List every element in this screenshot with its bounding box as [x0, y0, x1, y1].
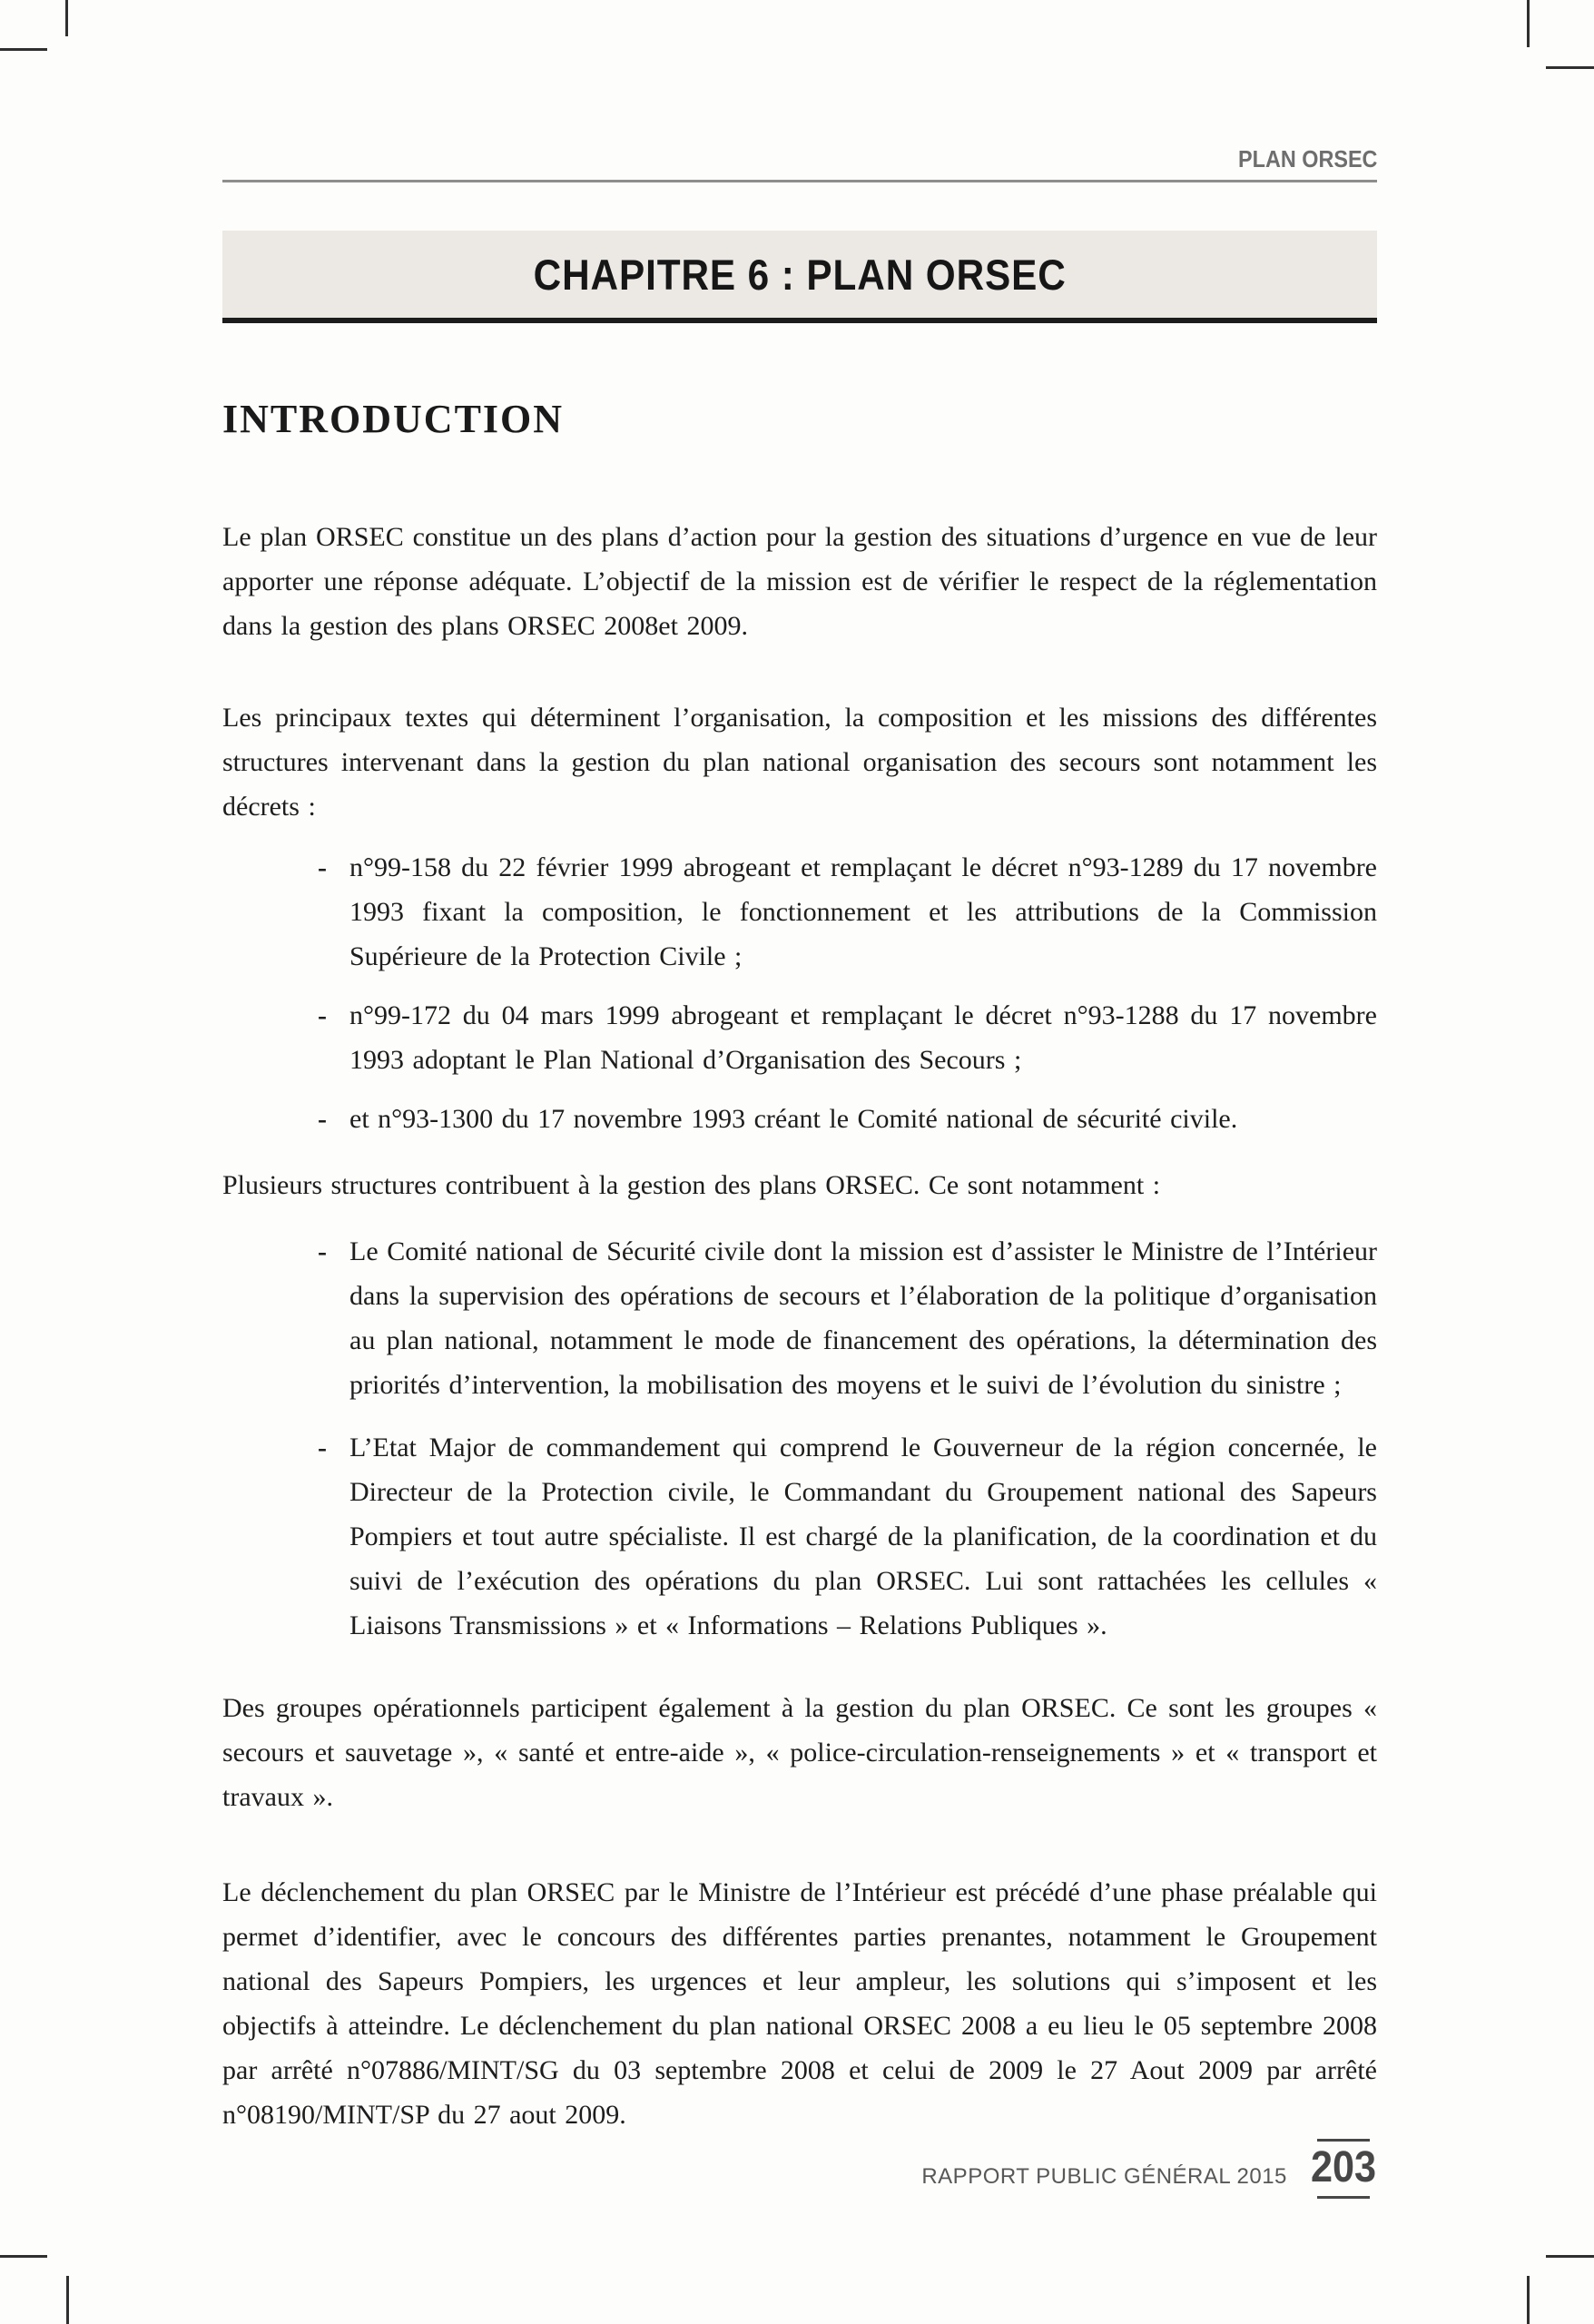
paragraph-groups: Des groupes opérationnels participent également à la gestion du plan ORSEC. Ce sont les groupes « secours et sauvetage », « santé et entre-aide », « police-circulation-renseignements » et « transport et travaux ».: [222, 1693, 1377, 1812]
paragraph-structures-intro: Plusieurs structures contribuent à la gestion des plans ORSEC. Ce sont notamment :: [222, 1170, 1161, 1200]
crop-mark-bottom-left-vertical: [66, 2276, 69, 2324]
structure-text: L’Etat Major de commandement qui comprend le Gouverneur de la région concernée, le Directeur de la Protection civile, le Commandant du Groupement national des Sapeurs Pompiers et tout autre spécialiste. Il est chargé de la planification, de la coordination et du suivi de l’exécution des opérations du plan ORSEC. Lui sont rattachées les cellules « Liaisons Transmissions » et « Informations – Relations Publiques ».: [349, 1433, 1377, 1640]
list-item: [222, 1425, 1377, 1648]
structure-text: Le Comité national de Sécurité civile dont la mission est d’assister le Ministre de l’Intérieur dans la supervision des opérations de secours et l’élaboration de la politique d’organisation au plan national, notamment le mode de financement des opérations, la détermination des priorités d’intervention, la mobilisation des moyens et le suivi de l’évolution du sinistre ;: [349, 1236, 1377, 1400]
paragraph-declenchement: Le déclenchement du plan ORSEC par le Ministre de l’Intérieur est précédé d’une phase préalable qui permet d’identifier, avec le concours des différentes parties prenantes, notamment le Groupement national des Sapeurs Pompiers, les urgences et leur ampleur, les solutions qui s’imposent et les objectifs à atteindre. Le déclenchement du plan national ORSEC 2008 a eu lieu le 05 septembre 2008 par arrêté n°07886/MINT/SG du 03 septembre 2008 et celui de 2009 le 27 Aout 2009 par arrêté n°08190/MINT/SP du 27 aout 2009.: [222, 1877, 1377, 2130]
chapter-title: CHAPITRE 6 : PLAN ORSEC: [533, 250, 1067, 299]
page-number: 203: [1310, 2143, 1376, 2191]
page-number-bottom-rule: [1317, 2196, 1370, 2199]
dash-marker: -: [318, 1104, 327, 1134]
running-header-text: PLAN ORSEC: [1237, 145, 1377, 172]
section-heading: INTRODUCTION: [222, 397, 565, 441]
list-item: [222, 845, 1377, 979]
crop-mark-bottom-right-horizontal: [1546, 2255, 1594, 2258]
header-rule: [222, 180, 1377, 182]
page-number-block: [1307, 2139, 1380, 2199]
chapter-heavy-rule: [222, 318, 1377, 323]
page-number-top-rule: [1317, 2139, 1370, 2142]
structure-list: [222, 1229, 1377, 1648]
running-header: [222, 145, 1377, 173]
report-title-label: RAPPORT PUBLIC GÉNÉRAL 2015: [921, 2164, 1287, 2189]
crop-mark-top-right-horizontal: [1546, 66, 1594, 69]
chapter-title-bar: [222, 231, 1377, 318]
dash-marker: -: [318, 1000, 327, 1030]
crop-mark-top-right-vertical: [1527, 0, 1530, 47]
crop-mark-top-left-horizontal: [0, 48, 47, 51]
decree-list: [222, 845, 1377, 1141]
decree-text: n°99-158 du 22 février 1999 abrogeant et remplaçant le décret n°93-1289 du 17 novembre 1993 fixant la composition, le fonctionnement et les attributions de la Commission Supérieure de la Protection Civile ;: [349, 852, 1377, 971]
paragraph-intro-1: Le plan ORSEC constitue un des plans d’action pour la gestion des situations d’urgence en vue de leur apporter une réponse adéquate. L’objectif de la mission est de vérifier le respect de la réglementation dans la gestion des plans ORSEC 2008et 2009.: [222, 522, 1377, 641]
crop-mark-bottom-left-horizontal: [0, 2255, 47, 2258]
paragraph-intro-2: Les principaux textes qui déterminent l’organisation, la composition et les missions des différentes structures intervenant dans la gestion du plan national organisation des secours sont notamment les décrets :: [222, 703, 1377, 822]
crop-mark-bottom-right-vertical: [1527, 2276, 1530, 2324]
decree-text: et n°93-1300 du 17 novembre 1993 créant le Comité national de sécurité civile.: [349, 1104, 1238, 1134]
dash-marker: -: [318, 1236, 327, 1266]
page-content: [222, 0, 1377, 2137]
list-item: [222, 993, 1377, 1082]
list-item: [222, 1097, 1377, 1141]
crop-mark-top-left-vertical: [65, 0, 68, 36]
decree-text: n°99-172 du 04 mars 1999 abrogeant et remplaçant le décret n°93-1288 du 17 novembre 1993 adoptant le Plan National d’Organisation des Secours ;: [349, 1000, 1377, 1075]
dash-marker: -: [318, 1433, 327, 1462]
page-footer: [921, 2139, 1380, 2199]
dash-marker: -: [318, 852, 327, 882]
list-item: [222, 1229, 1377, 1407]
